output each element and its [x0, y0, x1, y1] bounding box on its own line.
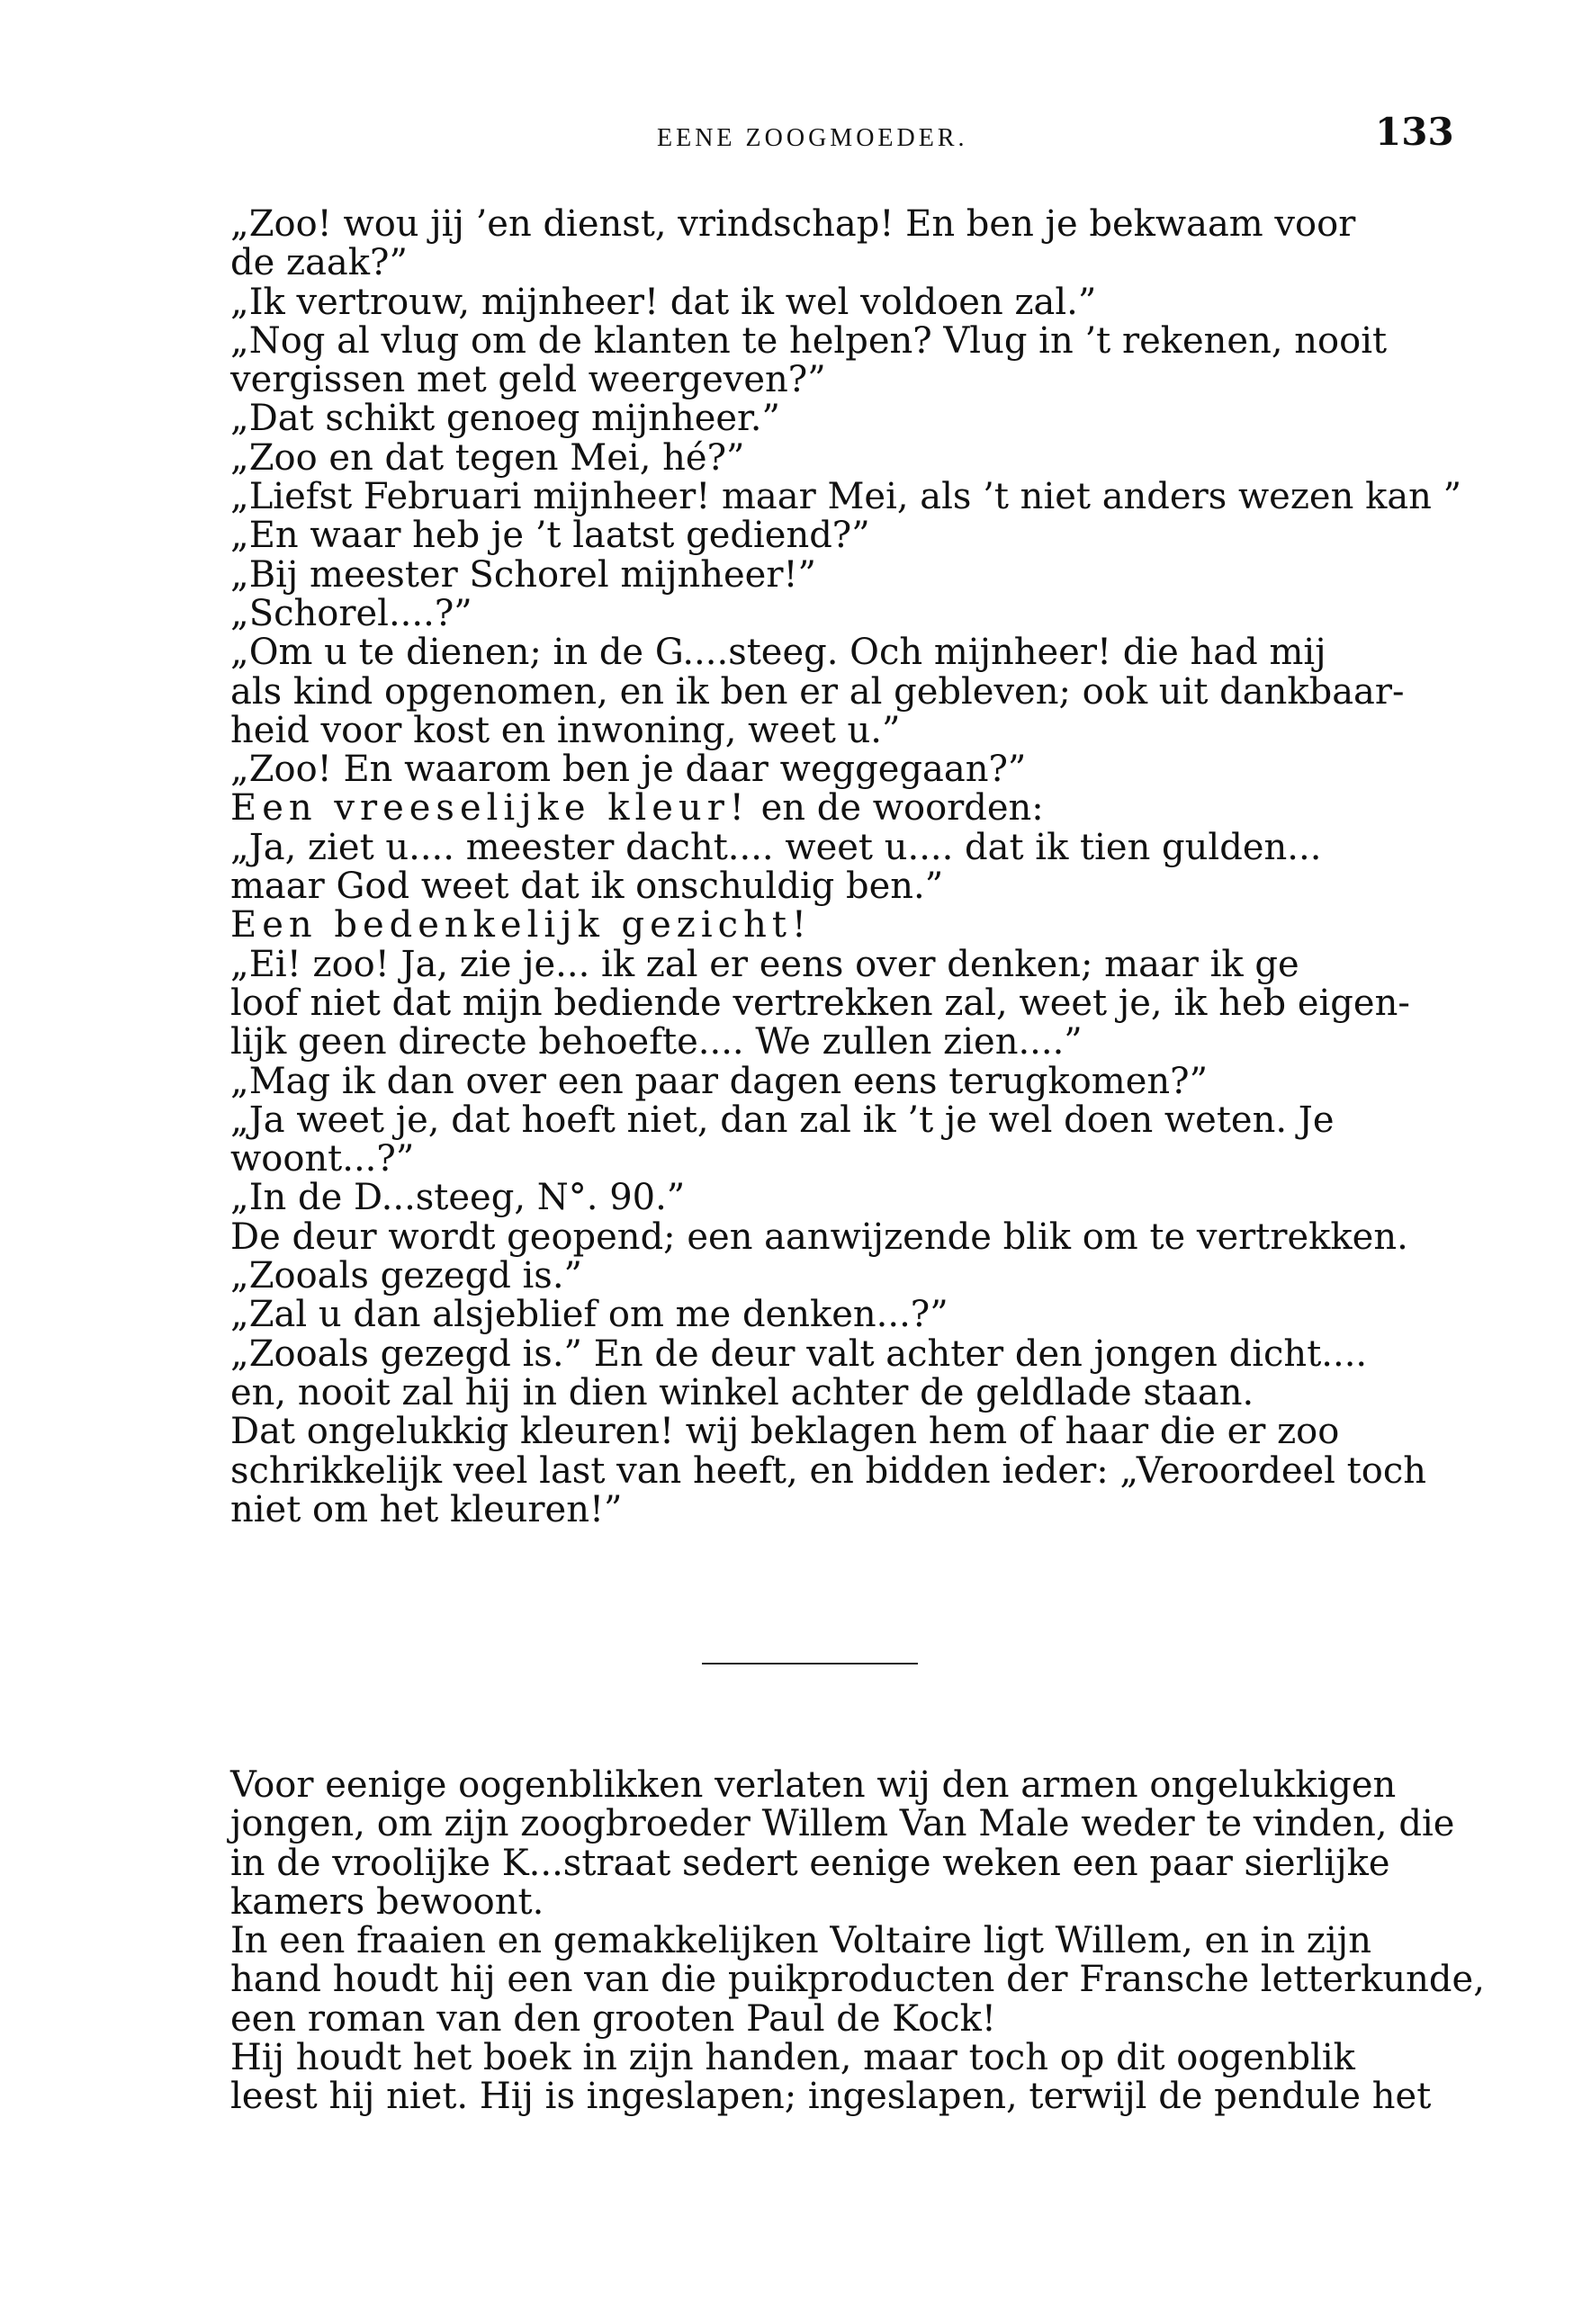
text-line: Een bedenkelijk gezicht! [230, 904, 812, 947]
paragraph [191, 476, 1462, 518]
paragraph [191, 789, 1451, 828]
text-line: vergissen met geld weergeven?” [230, 359, 826, 401]
running-title: EENE ZOOGMOEDER. [657, 124, 968, 152]
text-line: een roman van den grooten Paul de Kock! [230, 1997, 996, 2040]
text-line: hand houdt hij een van die puikproducten der Fransche letterkunde, [230, 1959, 1485, 2001]
text-line: heid voor kost en inwoning, weet u.” [230, 709, 901, 751]
text-line: De deur wordt geopend; een aanwijzende blik om te vertrekken. [230, 1216, 1408, 1258]
paragraph [191, 1060, 1451, 1102]
section-divider [702, 1663, 918, 1664]
paragraph [191, 283, 1451, 322]
paragraph [191, 750, 1451, 789]
text-line: leest hij niet. Hij is ingeslapen; ingeslapen, terwijl de pendule het [230, 2076, 1432, 2118]
page-number: 133 [1375, 110, 1454, 154]
paragraph [191, 1413, 1451, 1530]
text-line: „Nog al vlug om de klanten te helpen? Vlug in ’t rekenen, nooit [230, 319, 1388, 362]
text-line: in de vroolijke K...straat sedert eenige weken een paar sierlijke [230, 1842, 1390, 1884]
paragraph [191, 1332, 1451, 1413]
paragraph [191, 1101, 1451, 1180]
text-line: „En waar heb je ’t laatst gediend?” [230, 515, 870, 557]
text-line: maar God weet dat ik onschuldig ben.” [230, 866, 944, 908]
text-line: schrikkelijk veel last van heeft, en bidden ieder: „Veroordeel toch [230, 1449, 1427, 1492]
paragraph [191, 553, 1451, 596]
text-line: In een fraaien en gemakkelijken Voltaire ligt Willem, en in zijn [230, 1920, 1371, 1962]
text-line: „Zoo en dat tegen Mei, hé?” [230, 436, 745, 479]
text-line: loof niet dat mijn bediende vertrekken zal, weet je, ik heb eigen- [230, 982, 1410, 1024]
text-line: Een vreeselijke kleur! en de woorden: [230, 787, 1044, 830]
text-line: „Ik vertrouw, mijnheer! dat ik wel voldoen zal.” [230, 281, 1097, 323]
text-line: de zaak?” [230, 242, 408, 284]
text-line: „Zoo! wou jij ’en dienst, vrindschap! En ben je bekwaam voor [230, 203, 1356, 245]
paragraph [191, 399, 1451, 438]
text-line: „Bij meester Schorel mijnheer!” [230, 553, 816, 596]
paragraph [191, 2039, 1451, 2117]
paragraph [191, 1257, 1451, 1296]
text-line: „Ja, ziet u.... meester dacht.... weet u.... dat ik tien gulden... [230, 826, 1322, 868]
text-line: „Ei! zoo! Ja, zie je... ik zal er eens over denken; maar ik ge [230, 943, 1299, 985]
dialogue-section [191, 203, 1462, 1530]
text-line: niet om het kleuren!” [230, 1488, 623, 1530]
paragraph [191, 1218, 1451, 1257]
paragraph [191, 633, 1451, 750]
text-line: „Zal u dan alsjeblief om me denken...?” [230, 1294, 948, 1336]
paragraph [191, 516, 1451, 555]
text-line: Voor eenige oogenblikken verlaten wij den armen ongelukkigen [230, 1764, 1397, 1806]
paragraph [191, 1296, 1451, 1334]
text-line: „Dat schikt genoeg mijnheer.” [230, 398, 780, 440]
text-line: „Om u te dienen; in de G....steeg. Och mijnheer! die had mij [230, 632, 1326, 674]
narrative-section [191, 1764, 1485, 2118]
text-line: jongen, om zijn zoogbroeder Willem Van Male weder te vinden, die [230, 1803, 1455, 1845]
paragraph [191, 319, 1451, 401]
paragraph [191, 1764, 1455, 1923]
text-line: „Schorel....?” [230, 592, 472, 634]
paragraph [191, 205, 1451, 283]
paragraph [191, 1920, 1485, 2040]
text-line: Hij houdt het boek in zijn handen, maar toch op dit oogenblik [230, 2037, 1355, 2079]
text-line: „In de D...steeg, N°. 90.” [230, 1177, 686, 1219]
text-line: „Mag ik dan over een paar dagen eens terugkomen?” [230, 1060, 1209, 1102]
text-line: „Zoo! En waarom ben je daar weggegaan?” [230, 749, 1027, 791]
paragraph [191, 826, 1451, 908]
text-line: Dat ongelukkig kleuren! wij beklagen hem of haar die er zoo [230, 1411, 1340, 1453]
paragraph [191, 436, 1451, 479]
text-line: en, nooit zal hij in dien winkel achter de geldlade staan. [230, 1371, 1254, 1413]
text-line: „Ja weet je, dat hoeft niet, dan zal ik ’t je wel doen weten. Je [230, 1099, 1335, 1141]
paragraph [191, 1179, 1451, 1217]
paragraph [191, 943, 1451, 1063]
text-line: kamers bewoont. [230, 1880, 544, 1923]
paragraph [191, 592, 1451, 634]
text-line: als kind opgenomen, en ik ben er al gebleven; ook uit dankbaar- [230, 670, 1405, 713]
text-line: lijk geen directe behoefte.... We zullen zien....” [230, 1021, 1083, 1063]
text-line: woont...?” [230, 1138, 415, 1180]
text-line: „Zooals gezegd is.” En de deur valt achter den jongen dicht.... [230, 1332, 1368, 1375]
text-line: „Liefst Februari mijnheer! maar Mei, als ’t niet anders wezen kan ” [230, 476, 1462, 518]
paragraph [191, 906, 1451, 945]
text-line: „Zooals gezegd is.” [230, 1255, 582, 1297]
